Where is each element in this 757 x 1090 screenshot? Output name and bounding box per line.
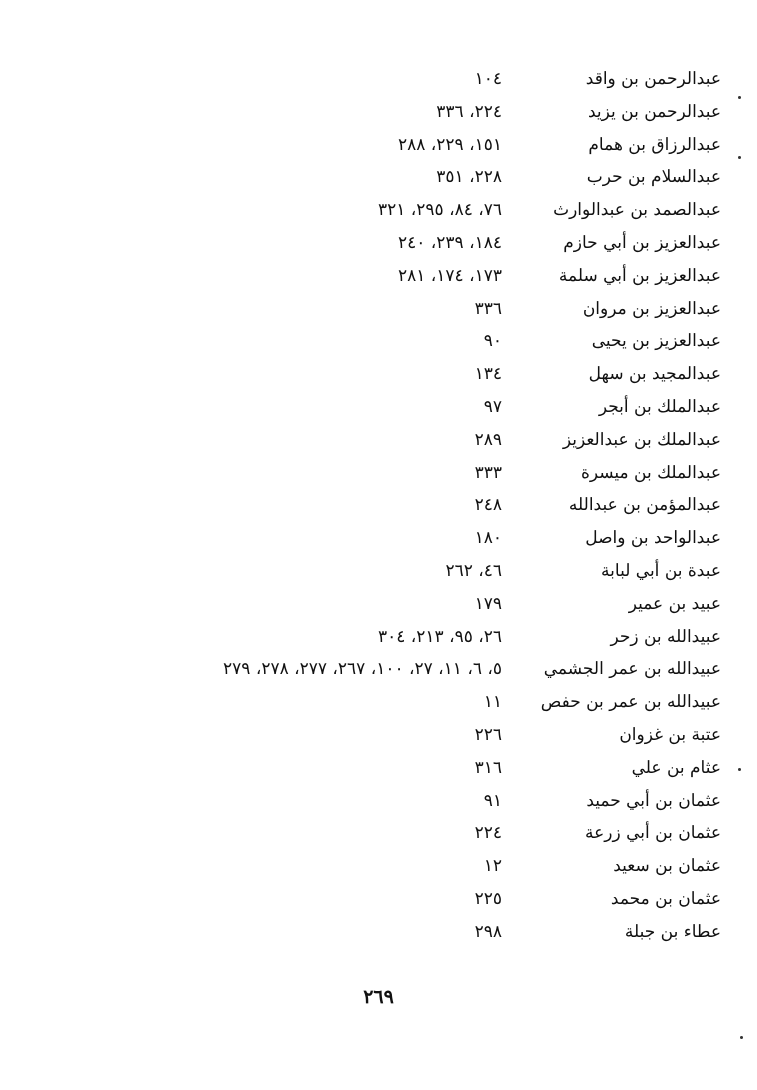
index-entry bbox=[0, 260, 757, 293]
entry-pages: ١٧٣، ١٧٤، ٢٨١ bbox=[398, 265, 502, 286]
entry-name: عبدالرحمن بن يزيد bbox=[587, 101, 721, 122]
entry-pages: ٢٨٩ bbox=[474, 429, 502, 450]
entry-name: عثمان بن أبي زرعة bbox=[585, 823, 721, 844]
entry-name: عبدالصمد بن عبدالوارث bbox=[553, 200, 721, 221]
page-number: ٢٦٩ bbox=[363, 986, 394, 1008]
index-list bbox=[0, 63, 757, 949]
entry-name: عبدالواحد بن واصل bbox=[585, 528, 721, 549]
index-entry bbox=[0, 161, 757, 194]
entry-pages: ١٥١، ٢٢٩، ٢٨٨ bbox=[398, 134, 502, 155]
index-entry bbox=[0, 588, 757, 621]
entry-pages: ٢٢٤ bbox=[474, 823, 502, 844]
entry-pages: ٢٢٤، ٣٣٦ bbox=[436, 101, 502, 122]
index-entry bbox=[0, 785, 757, 818]
entry-name: عثمان بن محمد bbox=[610, 888, 721, 909]
entry-pages: ٣٣٣ bbox=[474, 462, 502, 483]
index-entry bbox=[0, 457, 757, 490]
entry-pages: ٥، ٦، ١١، ٢٧، ١٠٠، ٢٦٧، ٢٧٧، ٢٧٨، ٢٧٩ bbox=[223, 659, 502, 680]
entry-name: عثمان بن سعيد bbox=[613, 856, 721, 877]
entry-pages: ١٠٤ bbox=[474, 69, 502, 89]
index-entry bbox=[0, 424, 757, 457]
entry-name: عبدالعزيز بن أبي سلمة bbox=[558, 265, 721, 286]
index-entry bbox=[0, 96, 757, 129]
margin-mark bbox=[738, 156, 741, 159]
entry-pages: ٢٩٨ bbox=[474, 921, 502, 942]
entry-pages: ١٨٠ bbox=[474, 528, 502, 549]
entry-pages: ٢٢٦ bbox=[474, 724, 502, 745]
entry-name: عبدالملك بن عبدالعزيز bbox=[562, 429, 721, 450]
index-entry bbox=[0, 883, 757, 916]
index-entry bbox=[0, 752, 757, 785]
margin-mark bbox=[738, 96, 741, 99]
entry-name: عبدالملك بن أبجر bbox=[598, 396, 721, 417]
entry-name: عثمان بن أبي حميد bbox=[586, 790, 721, 811]
index-entry bbox=[0, 325, 757, 358]
index-entry bbox=[0, 391, 757, 424]
entry-pages: ٢٢٥ bbox=[474, 888, 502, 909]
index-entry bbox=[0, 850, 757, 883]
entry-name: عطاء بن جبلة bbox=[624, 921, 721, 942]
index-entry bbox=[0, 522, 757, 555]
entry-pages: ٣٣٦ bbox=[474, 298, 502, 319]
entry-pages: ٩٠ bbox=[483, 331, 502, 352]
index-entry bbox=[0, 194, 757, 227]
entry-pages: ٩٧ bbox=[483, 396, 502, 417]
index-entry bbox=[0, 817, 757, 850]
index-entry bbox=[0, 227, 757, 260]
entry-pages: ١٢ bbox=[483, 856, 502, 877]
entry-name: عبدة بن أبي لبابة bbox=[601, 560, 721, 581]
entry-pages: ٧٦، ٨٤، ٢٩٥، ٣٢١ bbox=[377, 200, 502, 221]
entry-name: عبدالرزاق بن همام bbox=[588, 134, 721, 155]
entry-name: عبدالسلام بن حرب bbox=[586, 167, 721, 188]
entry-pages: ٩١ bbox=[483, 790, 502, 811]
index-entry bbox=[0, 653, 757, 686]
entry-pages: ٣١٦ bbox=[474, 757, 502, 778]
entry-name: عبيدالله بن عمر الجشمي bbox=[543, 659, 721, 680]
index-entry bbox=[0, 489, 757, 522]
entry-pages: ١٨٤، ٢٣٩، ٢٤٠ bbox=[398, 232, 502, 253]
index-entry bbox=[0, 686, 757, 719]
index-entry bbox=[0, 916, 757, 949]
entry-name: عبيد بن عمير bbox=[628, 593, 721, 614]
entry-pages: ٤٦، ٢٦٢ bbox=[445, 560, 502, 581]
entry-pages: ١٣٤ bbox=[474, 364, 502, 385]
entry-pages: ٢٦، ٩٥، ٢١٣، ٣٠٤ bbox=[377, 626, 502, 647]
index-entry bbox=[0, 621, 757, 654]
entry-pages: ١١ bbox=[483, 692, 502, 713]
index-entry bbox=[0, 129, 757, 162]
entry-name: عتبة بن غزوان bbox=[619, 724, 721, 745]
entry-pages: ٢٢٨، ٣٥١ bbox=[436, 167, 502, 188]
entry-name: عبدالعزيز بن يحيى bbox=[591, 331, 721, 352]
index-entry bbox=[0, 63, 757, 96]
entry-name: عبدالمجيد بن سهل bbox=[588, 364, 721, 385]
index-entry bbox=[0, 358, 757, 391]
index-entry bbox=[0, 719, 757, 752]
index-entry bbox=[0, 293, 757, 326]
margin-mark bbox=[738, 768, 741, 771]
entry-name: عبدالعزيز بن مروان bbox=[582, 298, 721, 319]
entry-pages: ١٧٩ bbox=[474, 593, 502, 614]
entry-name: عبدالمؤمن بن عبدالله bbox=[568, 495, 721, 516]
index-entry bbox=[0, 555, 757, 588]
entry-name: عبيدالله بن زحر bbox=[610, 626, 721, 647]
entry-pages: ٢٤٨ bbox=[474, 495, 502, 516]
margin-mark bbox=[740, 1036, 743, 1039]
entry-name: عبيدالله بن عمر بن حفص bbox=[540, 692, 721, 713]
entry-name: عبدالرحمن بن واقد bbox=[585, 69, 721, 89]
entry-name: عبدالملك بن ميسرة bbox=[580, 462, 721, 483]
entry-name: عبدالعزيز بن أبي حازم bbox=[563, 232, 721, 253]
entry-name: عثام بن علي bbox=[631, 757, 721, 778]
